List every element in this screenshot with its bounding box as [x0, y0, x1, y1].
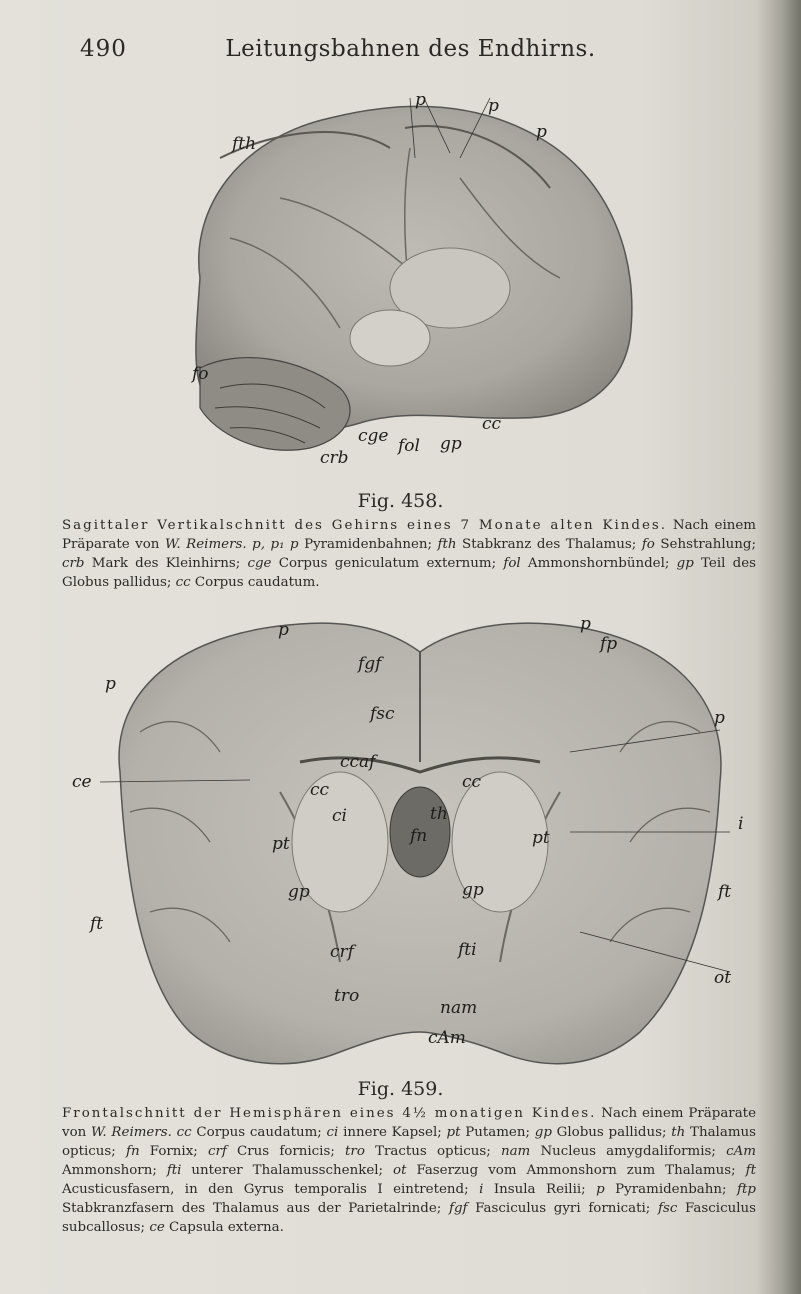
abbr-key: gp: [676, 556, 694, 571]
label-crb: crb: [320, 448, 349, 468]
label-ce: ce: [72, 772, 92, 792]
abbr-key: crf: [207, 1144, 227, 1159]
abbr-key: cc: [176, 1125, 192, 1140]
label-p: p: [714, 708, 725, 728]
label-ft: ft: [718, 882, 732, 902]
label-p: p: [105, 674, 116, 694]
figure-458-caption: [62, 516, 756, 592]
abbr-value: Globus pallidus;: [556, 1125, 667, 1140]
abbr-value: Pyramidenbahnen;: [304, 537, 433, 552]
label-tro: tro: [334, 986, 360, 1006]
abbr-value: Ammonshorn;: [62, 1163, 157, 1178]
label-cc: cc: [462, 772, 482, 792]
caption-prep: Nach einem Präparate von: [62, 518, 756, 552]
abbr-key: tro: [345, 1144, 365, 1159]
abbr-value: Mark des Kleinhirns;: [91, 556, 241, 571]
abbr-value: Thalamus opticus;: [62, 1125, 757, 1159]
abbr-key: fn: [126, 1144, 140, 1159]
page-number: 490: [80, 36, 127, 62]
abbr-value: Faserzug vom Ammonshorn zum Thalamus;: [416, 1163, 736, 1178]
abbr-value: Tractus opticus;: [375, 1144, 491, 1159]
label-gp: gp: [462, 880, 484, 900]
label-crf: crf: [330, 942, 354, 962]
abbr-key: fo: [641, 537, 655, 552]
label-fp: fp: [600, 634, 618, 654]
label-pt: pt: [272, 834, 290, 854]
label-p: p: [580, 614, 591, 634]
abbr-value: Pyramidenbahn;: [615, 1182, 727, 1197]
caption-title: Frontalschnitt der Hemisphären eines 4½ monatigen Kindes.: [62, 1106, 597, 1121]
label-cam: cAm: [428, 1028, 466, 1048]
abbr-value: Stabkranzfasern des Thalamus aus der Parietalrinde;: [62, 1201, 442, 1216]
figure-459-illustration: [72, 612, 744, 1074]
abbr-key: fol: [503, 556, 521, 571]
label-ci: ci: [332, 806, 347, 826]
abbr-value: Capsula externa.: [169, 1220, 284, 1235]
abbr-key: i: [479, 1182, 484, 1197]
label-gp: gp: [288, 882, 310, 902]
abbr-key: ot: [393, 1163, 407, 1178]
running-title: Leitungsbahnen des Endhirns.: [225, 36, 596, 62]
abbr-key: ce: [149, 1220, 165, 1235]
abbr-key: ftp: [737, 1182, 756, 1197]
abbr-value: Teil des Globus pallidus;: [62, 556, 757, 590]
figure-459-number: Fig. 459.: [357, 1078, 444, 1100]
label-fti: fti: [458, 940, 477, 960]
figure-459-caption: [62, 1104, 756, 1237]
abbr-value: Fasciculus subcallosus;: [62, 1201, 756, 1235]
abbr-key: ft: [745, 1163, 756, 1178]
abbr-key: fsc: [658, 1201, 678, 1216]
abbr-key: cc: [175, 575, 191, 590]
abbr-key: p, p₁ p: [252, 537, 299, 552]
abbr-key: gp: [534, 1125, 552, 1140]
page-header: [0, 36, 801, 70]
label-p: p: [278, 620, 289, 640]
figure-458-number: Fig. 458.: [357, 490, 444, 512]
abbr-key: crb: [62, 556, 85, 571]
abbr-value: innere Kapsel;: [343, 1125, 442, 1140]
abbr-value: Putamen;: [465, 1125, 530, 1140]
abbr-key: ci: [326, 1125, 339, 1140]
abbr-value: Ammonshornbündel;: [527, 556, 670, 571]
abbr-key: p: [596, 1182, 605, 1197]
label-cge: cge: [358, 426, 389, 446]
label-p: p: [536, 122, 547, 142]
label-p: p: [488, 96, 499, 116]
label-ft: ft: [90, 914, 104, 934]
abbr-value: Fasciculus gyri fornicati;: [475, 1201, 651, 1216]
label-pt: pt: [532, 828, 550, 848]
abbr-key: th: [671, 1125, 686, 1140]
label-p: p: [415, 90, 426, 110]
label-fgf: fgf: [358, 654, 382, 674]
figure-458-illustration: [160, 88, 650, 490]
abbr-key: fth: [437, 537, 457, 552]
abbr-value: Sehstrahlung;: [660, 537, 756, 552]
abbr-key: cAm: [726, 1144, 756, 1159]
label-ot: ot: [714, 968, 732, 988]
abbr-key: cge: [247, 556, 272, 571]
abbr-value: Corpus caudatum.: [194, 575, 320, 590]
abbr-key: pt: [446, 1125, 461, 1140]
abbr-value: Fornix;: [149, 1144, 198, 1159]
caption-author: W. Reimers.: [91, 1125, 172, 1140]
caption-title: Sagittaler Vertikalschnitt des Gehirns eines 7 Monate alten Kindes.: [62, 518, 667, 533]
label-fsc: fsc: [370, 704, 395, 724]
abbr-value: Stabkranz des Thalamus;: [462, 537, 637, 552]
label-gp: gp: [440, 434, 462, 454]
label-fo: fo: [192, 364, 209, 384]
label-ccaf: ccaf: [340, 752, 376, 772]
label-fn: fn: [410, 826, 428, 846]
abbr-value: Insula Reilii;: [493, 1182, 586, 1197]
label-nam: nam: [440, 998, 478, 1018]
label-cc: cc: [310, 780, 330, 800]
abbr-value: Nucleus amygdaliformis;: [540, 1144, 716, 1159]
caption-prep: Nach einem Präparate von: [62, 1106, 756, 1140]
label-th: th: [430, 804, 448, 824]
abbr-value: Corpus geniculatum externum;: [278, 556, 497, 571]
abbr-key: nam: [500, 1144, 531, 1159]
abbr-value: Crus fornicis;: [237, 1144, 335, 1159]
abbr-key: fgf: [448, 1201, 468, 1216]
label-cc: cc: [482, 414, 502, 434]
abbr-value: Corpus caudatum;: [196, 1125, 322, 1140]
abbr-key: fti: [166, 1163, 182, 1178]
abbr-value: unterer Thalamusschenkel;: [191, 1163, 384, 1178]
label-i: i: [738, 814, 744, 834]
caption-author: W. Reimers.: [164, 537, 247, 552]
label-fth: fth: [232, 134, 257, 154]
label-fol: fol: [398, 436, 420, 456]
abbr-value: Acusticusfasern, in den Gyrus temporalis I eintretend;: [62, 1182, 469, 1197]
